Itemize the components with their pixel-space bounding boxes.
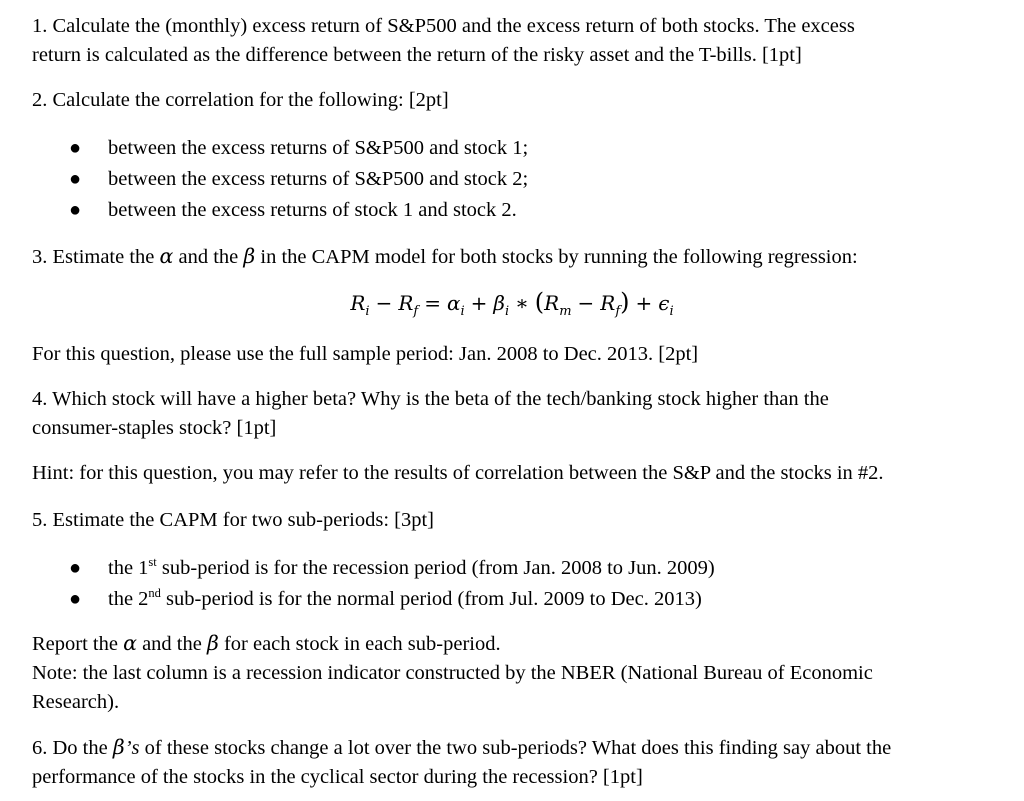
- alpha-symbol: α: [123, 631, 137, 655]
- bullet-marker: ●: [69, 168, 82, 190]
- eq-operator: ∗: [515, 291, 529, 315]
- text-segment: ’s: [124, 737, 140, 759]
- question-4-hint: Hint: for this question, you may refer to the results of correlation between the S&P and the stocks in #2.: [32, 462, 884, 484]
- text-segment: Report the: [32, 633, 124, 655]
- bullet-marker: ●: [69, 557, 82, 579]
- eq-operator: −: [375, 291, 393, 315]
- question-4-line-1: 4. Which stock will have a higher beta? Why is the beta of the tech/banking stock higher than the: [32, 388, 829, 410]
- question-2-title: 2. Calculate the correlation for the following: [2pt]: [32, 89, 449, 111]
- question-5-title: 5. Estimate the CAPM for two sub-periods: [3pt]: [32, 509, 434, 531]
- bullet-text: [108, 554, 715, 583]
- beta-symbol: β: [243, 244, 256, 268]
- beta-symbol: β: [206, 631, 219, 655]
- eq-term: R: [544, 291, 560, 315]
- question-1: [32, 12, 1012, 70]
- ordinal-superscript: st: [148, 555, 157, 570]
- eq-term: R: [398, 291, 414, 315]
- note-line-1: Note: the last column is a recession indicator constructed by the NBER (National Bureau of Economic: [32, 662, 873, 684]
- bullet-text: [108, 585, 702, 614]
- question-4-line-2: consumer-staples stock? [1pt]: [32, 417, 277, 439]
- question-3-title: [32, 242, 1012, 272]
- eq-subscript: f: [413, 304, 419, 319]
- text-segment: sub-period is for the normal period (from Jul. 2009 to Dec. 2013): [160, 588, 702, 610]
- eq-subscript: f: [615, 304, 621, 319]
- text-segment: sub-period is for the recession period (from Jan. 2008 to Jun. 2009): [156, 557, 715, 579]
- eq-subscript: i: [504, 304, 510, 319]
- question-1-line-2: return is calculated as the difference between the return of the risky asset and the T-bills. [1pt]: [32, 44, 802, 66]
- text-segment: the 2: [108, 588, 149, 610]
- text-segment: the 1: [108, 557, 149, 579]
- bullet-marker: ●: [69, 137, 82, 159]
- question-3-sample-note: For this question, please use the full sample period: Jan. 2008 to Dec. 2013. [2pt]: [32, 343, 699, 365]
- text-segment: and the: [136, 633, 207, 655]
- eq-operator: =: [424, 291, 441, 315]
- capm-equation: [0, 288, 1024, 326]
- eq-paren: (: [534, 288, 545, 316]
- text-segment: for each stock in each sub-period.: [218, 633, 501, 655]
- eq-subscript: i: [365, 304, 370, 319]
- eq-operator: +: [470, 291, 488, 315]
- bullet-text: between the excess returns of stock 1 and stock 2.: [108, 199, 517, 221]
- bullet-marker: ●: [69, 588, 82, 610]
- eq-term: R: [350, 291, 366, 315]
- report-line: [32, 629, 1012, 659]
- beta-symbol: β: [112, 735, 125, 759]
- eq-term: ϵ: [658, 291, 670, 315]
- eq-operator: −: [577, 291, 595, 315]
- question-1-line-1: 1. Calculate the (monthly) excess return of S&P500 and the excess return of both stocks. The excess: [32, 15, 855, 37]
- bullet-text: between the excess returns of S&P500 and stock 1;: [108, 137, 529, 159]
- alpha-symbol: α: [159, 244, 174, 268]
- eq-term: R: [600, 291, 616, 315]
- question-4: [32, 385, 1012, 443]
- question-6-line-1: [32, 733, 1012, 763]
- eq-subscript: m: [559, 304, 572, 319]
- question-6: [32, 733, 1012, 792]
- text-segment: 3. Estimate the: [32, 246, 160, 268]
- eq-subscript: i: [460, 304, 465, 319]
- question-5-report: [32, 629, 1012, 717]
- eq-subscript: i: [669, 304, 674, 319]
- eq-operator: +: [635, 291, 653, 315]
- text-segment: 6. Do the: [32, 737, 113, 759]
- bullet-text: between the excess returns of S&P500 and stock 2;: [108, 168, 529, 190]
- text-segment: of these stocks change a lot over the two sub-periods? What does this finding say about the: [139, 737, 892, 759]
- text-segment: in the CAPM model for both stocks by running the following regression:: [255, 246, 858, 268]
- note-line-2: Research).: [32, 691, 120, 713]
- bullet-marker: ●: [69, 199, 82, 221]
- eq-term: β: [493, 291, 505, 315]
- question-6-line-2: performance of the stocks in the cyclical sector during the recession? [1pt]: [32, 766, 643, 788]
- eq-term: α: [446, 291, 461, 315]
- ordinal-superscript: nd: [148, 586, 161, 601]
- eq-paren: ): [620, 288, 630, 316]
- text-segment: and the: [173, 246, 244, 268]
